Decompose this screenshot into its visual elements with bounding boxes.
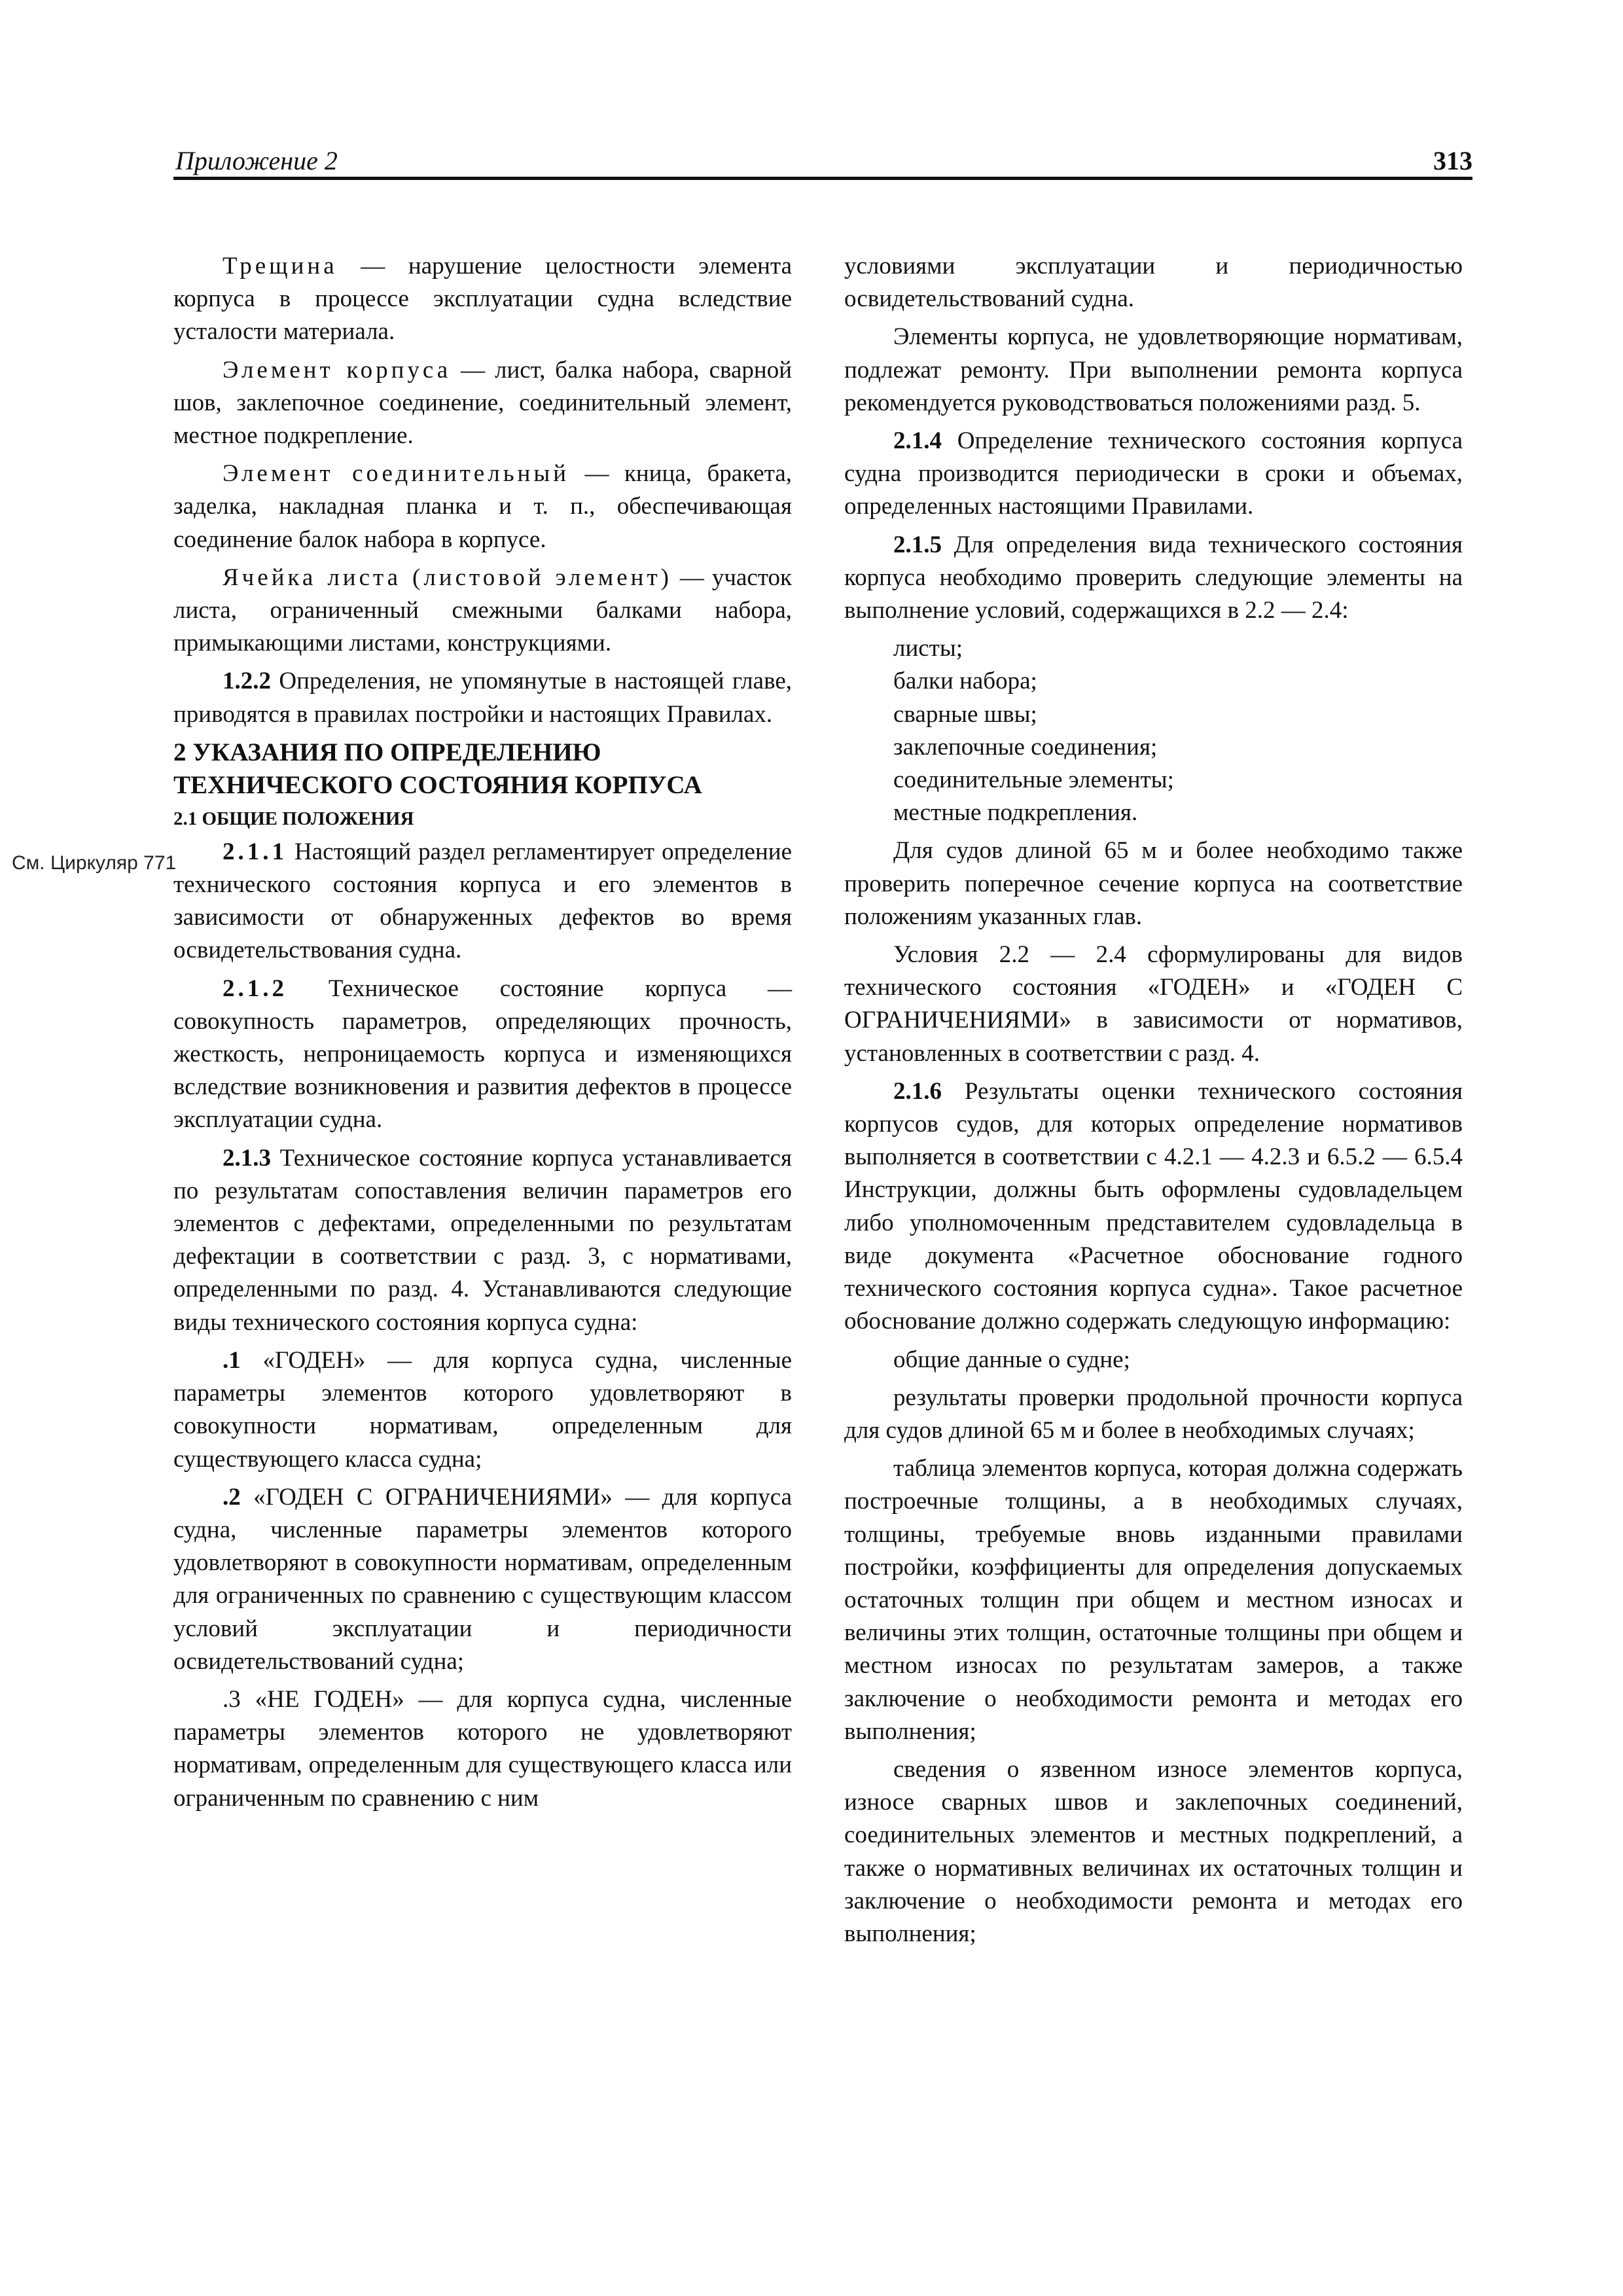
state-fit-with-restrictions: .2 «ГОДЕН С ОГРАНИЧЕНИЯМИ» — для корпуса судна, численные параметры элементов которого удовлетворяют в совокупности нормативам, определенным для ограниченных по сравнению с существующим классом условий эксплуатации и периодичности освидетельствований судна; — [173, 1483, 792, 1675]
paragraph-repair: Элементы корпуса, не удовлетворяющие нормативам, подлежат ремонту. При выполнении ремонта корпуса рекомендуется руководствоваться положениями разд. 5. — [844, 323, 1463, 416]
term: Элемент соединительный — [223, 460, 570, 488]
term: Ячейка листа (листовой элемент) — [223, 564, 672, 591]
paragraph-conditions: Условия 2.2 — 2.4 сформулированы для видов технического состояния «ГОДЕН» и «ГОДЕН С ОГРАНИЧЕНИЯМИ» в зависимости от нормативов, установленных в соответствии с разд. 4. — [844, 941, 1463, 1067]
info-item-element-table: таблица элементов корпуса, которая должна содержать построечные толщины, а в необходимых случаях, толщины, требуемые вновь изданными правилами постройки, коэффициенты для определения допускаемых остаточных толщин при общем и местном износах и величины этих толщин, остаточные толщины при общем и местном износах по результатам замеров, а также заключение о необходимости ремонта и методах его выполнения; — [844, 1455, 1463, 1745]
info-item-pitting: сведения о язвенном износе элементов корпуса, износе сварных швов и заклепочных соединений, соединительных элементов и местных подкреплений, а также о нормативных величинах их остаточных толщин и заключение о необходимости ремонта и методах его выполнения; — [844, 1755, 1463, 1947]
page-number: 313 — [1433, 146, 1472, 175]
term: Элемент корпуса — [223, 356, 452, 384]
definition-crack: Трещина — нарушение целостности элемента корпуса в процессе эксплуатации судна вследствие усталости материала. — [173, 253, 792, 346]
paragraph-2-1-2: 2.1.2 Техническое состояние корпуса — совокупность параметров, определяющих прочность, жесткость, непроницаемость корпуса и изменяющихся вследствие возникновения и развития дефектов в процессе эксплуатации судна. — [173, 975, 792, 1134]
right-column — [844, 250, 1463, 1956]
info-item-general: общие данные о судне; — [893, 1346, 1130, 1373]
definition-plate-cell: Ячейка листа (листовой элемент) — участок листа, ограниченный смежными балками набора, примыкающими листами, конструкциями. — [173, 564, 792, 657]
margin-note: См. Циркуляр 771 — [12, 852, 177, 874]
term: Трещина — [223, 253, 338, 279]
paragraph-2-1-6: 2.1.6 Результаты оценки технического состояния корпусов судов, для которых определение нормативов выполняется в соответствии с 4.2.1 — 4.2.3 и 6.5.2 — 6.5.4 Инструкции, должны быть оформлены судовладельцем либо уполномоченным представителем судовладельца в виде документа «Расчетное обоснование годного технического состояния корпуса судна». Такое расчетное обоснование должно содержать следующую информацию: — [844, 1077, 1463, 1335]
paragraph-2-1-5: 2.1.5 Для определения вида технического состояния корпуса необходимо проверить следующие элементы на выполнение условий, содержащихся в 2.2 — 2.4: — [844, 531, 1463, 624]
list-item: сварные швы; — [893, 700, 1037, 728]
list-item: местные подкрепления. — [893, 799, 1138, 827]
definition-hull-element: Элемент корпуса — лист, балка набора, сварной шов, заклепочное соединение, соединительный элемент, местное подкрепление. — [173, 356, 792, 450]
subsection-title: 2.1 ОБЩИЕ ПОЛОЖЕНИЯ — [173, 808, 414, 829]
paragraph-cross-section: Для судов длиной 65 м и более необходимо также проверить поперечное сечение корпуса на соответствие положениям указанных глав. — [844, 837, 1463, 930]
paragraph-2-1-1: 2.1.1 Настоящий раздел регламентирует определение технического состояния корпуса и его элементов в зависимости от обнаруженных дефектов во время освидетельствования судна. — [173, 838, 792, 964]
continuation-text: условиями эксплуатации и периодичностью освидетельствований судна. — [844, 253, 1463, 313]
left-column — [173, 250, 792, 1820]
state-unfit: .3 «НЕ ГОДЕН» — для корпуса судна, численные параметры элементов которого не удовлетворяют нормативам, определенным для существующего класса или ограниченным по сравнению с ним — [173, 1685, 792, 1812]
list-item: балки набора; — [893, 668, 1037, 695]
paragraph-1-2-2: 1.2.2 Определения, не упомянутые в настоящей главе, приводятся в правилах постройки и настоящих Правилах. — [173, 668, 792, 728]
header-rule — [173, 177, 1472, 180]
paragraph-2-1-3: 2.1.3 Техническое состояние корпуса устанавливается по результатам сопоставления величин параметров его элементов с дефектами, определенными по результатам дефектации в соответствии с разд. 3, с нормативами, определенными по разд. 4. Устанавливаются следующие виды технического состояния корпуса судна: — [173, 1144, 792, 1336]
list-item: соединительные элементы; — [893, 766, 1174, 794]
running-header-title: Приложение 2 — [175, 146, 338, 175]
definition-connecting-element: Элемент соединительный — кница, бракета, заделка, накладная планка и т. п., обеспечивающая соединение балок набора в корпусе. — [173, 460, 792, 553]
list-item: листы; — [893, 635, 963, 662]
paragraph-2-1-4: 2.1.4 Определение технического состояния корпуса судна производится периодически в сроки и объемах, определенных настоящими Правилами. — [844, 427, 1463, 520]
list-item: заклепочные соединения; — [893, 733, 1158, 761]
section-title: 2 УКАЗАНИЯ ПО ОПРЕДЕЛЕНИЮ ТЕХНИЧЕСКОГО СОСТОЯНИЯ КОРПУСА — [173, 738, 702, 799]
state-fit: .1 «ГОДЕН» — для корпуса судна, численные параметры элементов которого удовлетворяют в совокупности нормативам, определенным для существующего класса судна; — [173, 1346, 792, 1473]
info-item-strength: результаты проверки продольной прочности корпуса для судов длиной 65 м и более в необходимых случаях; — [844, 1384, 1463, 1444]
